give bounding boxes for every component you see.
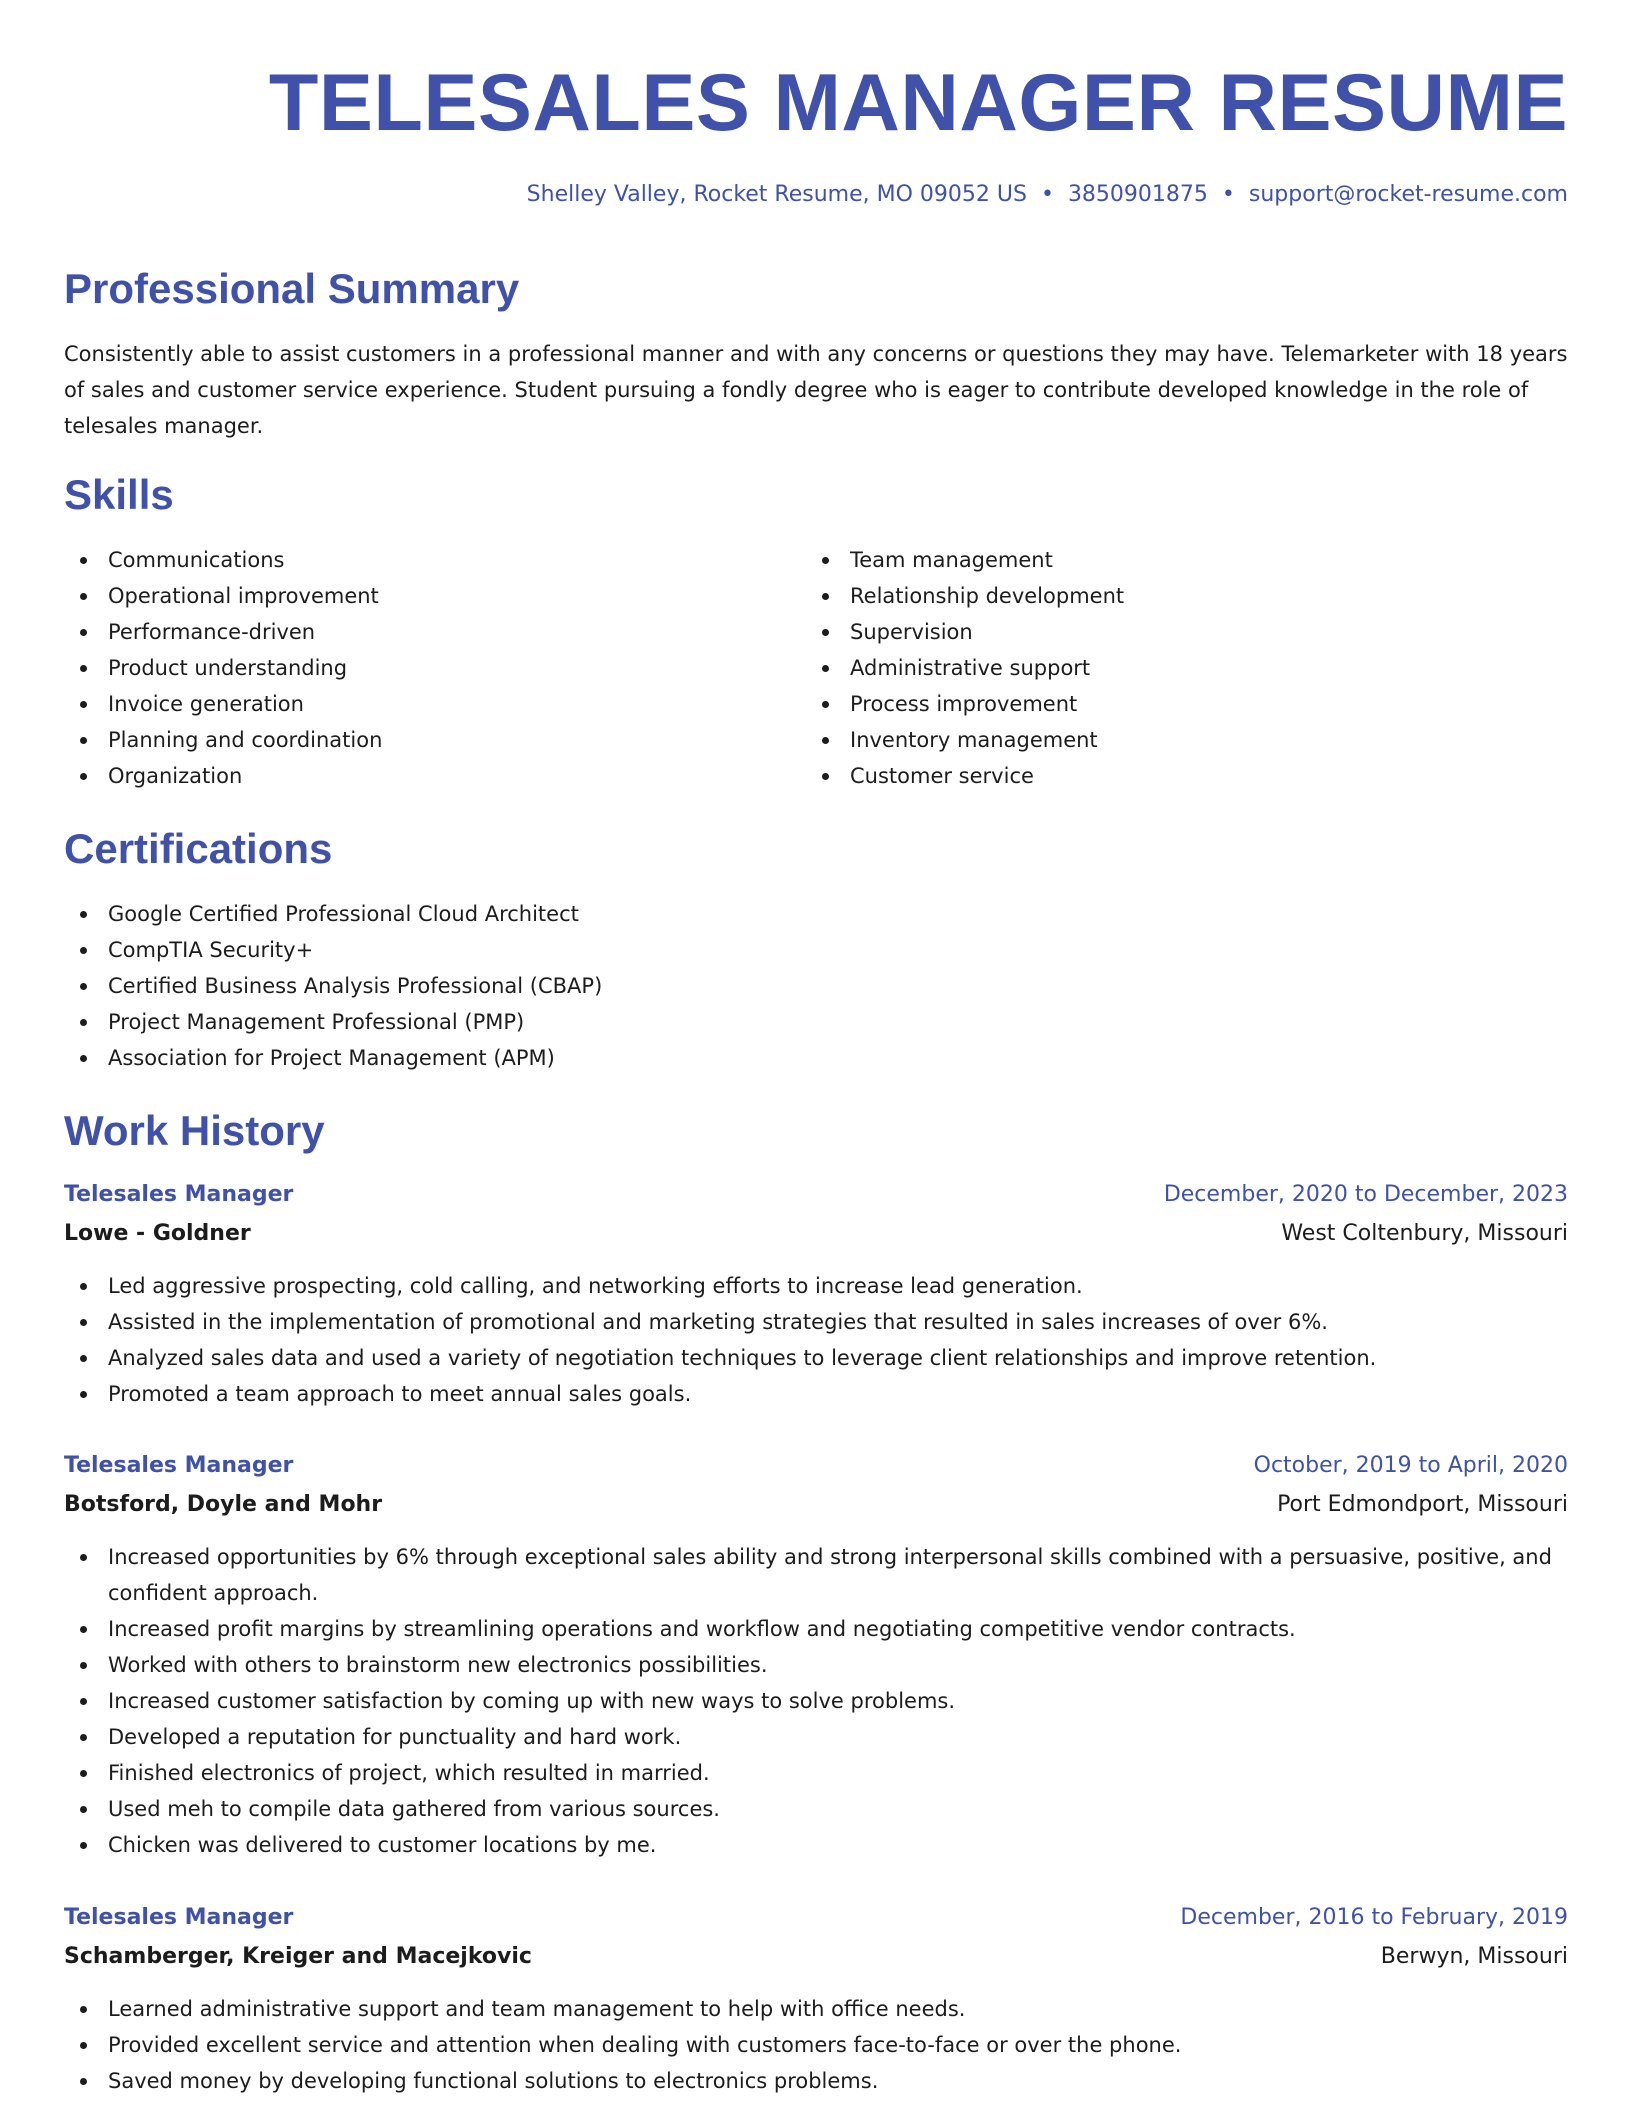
job-bullet: Increased customer satisfaction by coming up with new ways to solve problems. [64, 1683, 1568, 1719]
certifications-heading: Certifications [64, 825, 333, 872]
certification-item: Certified Business Analysis Professional (CBAP) [64, 968, 1568, 1004]
contact-separator: • [1040, 182, 1054, 207]
skill-item: Supervision [806, 614, 1566, 650]
job-bullets [64, 1268, 1568, 1412]
job-title: Telesales Manager [64, 1182, 294, 1207]
job-bullet: Assisted in the implementation of promotional and marketing strategies that resulted in sales increases of over 6%. [64, 1304, 1568, 1340]
skill-item: Operational improvement [64, 578, 804, 614]
job-bullet: Increased opportunities by 6% through exceptional sales ability and strong interpersonal skills combined with a persuasive, positive, and confident approach. [64, 1539, 1568, 1611]
job-title: Telesales Manager [64, 1453, 294, 1478]
job-bullet: Analyzed sales data and used a variety of negotiation techniques to leverage client relationships and improve retention. [64, 1340, 1568, 1376]
work-history-heading: Work History [64, 1107, 325, 1154]
contact-line [527, 180, 1568, 210]
skill-item: Customer service [806, 758, 1566, 794]
skills-heading: Skills [64, 471, 174, 518]
skill-item: Product understanding [64, 650, 804, 686]
job-bullet: Worked with others to brainstorm new electronics possibilities. [64, 1647, 1568, 1683]
job-bullet: Provided excellent service and attention when dealing with customers face-to-face or over the phone. [64, 2027, 1568, 2063]
skill-item: Planning and coordination [64, 722, 804, 758]
job-bullet: Saved money by developing functional solutions to electronics problems. [64, 2063, 1568, 2099]
skill-item: Relationship development [806, 578, 1566, 614]
summary-text: Consistently able to assist customers in a professional manner and with any concerns or questions they may have. Telemarketer with 18 years of sales and customer service experience. Student pursuing a fondly degree who is eager to contribute developed knowledge in the role of telesales manager. [64, 342, 1568, 438]
job-bullet: Chicken was delivered to customer locations by me. [64, 1827, 1568, 1863]
certification-item: CompTIA Security+ [64, 932, 1568, 968]
job-entry [64, 1448, 1568, 1863]
skill-item: Performance-driven [64, 614, 804, 650]
skill-item: Process improvement [806, 686, 1566, 722]
job-bullet: Developed a reputation for punctuality and hard work. [64, 1719, 1568, 1755]
skills-list-right [806, 542, 1566, 794]
skill-item: Communications [64, 542, 804, 578]
job-company: Schamberger, Kreiger and Macejkovic [64, 1944, 532, 1969]
skill-item: Invoice generation [64, 686, 804, 722]
job-bullet: Used meh to compile data gathered from various sources. [64, 1791, 1568, 1827]
skill-item: Administrative support [806, 650, 1566, 686]
certification-item: Project Management Professional (PMP) [64, 1004, 1568, 1040]
job-dates: October, 2019 to April, 2020 [1253, 1453, 1568, 1478]
contact-email: support@rocket-resume.com [1248, 182, 1568, 207]
skill-item: Organization [64, 758, 804, 794]
job-bullet: Increased profit margins by streamlining operations and workflow and negotiating competitive vendor contracts. [64, 1611, 1568, 1647]
job-bullet: Finished electronics of project, which resulted in married. [64, 1755, 1568, 1791]
skill-item: Team management [806, 542, 1566, 578]
job-location: Berwyn, Missouri [1380, 1944, 1568, 1969]
job-bullet: Promoted a team approach to meet annual sales goals. [64, 1376, 1568, 1412]
job-bullets [64, 1539, 1568, 1863]
summary-heading: Professional Summary [64, 265, 520, 312]
contact-phone: 3850901875 [1067, 182, 1208, 207]
contact-separator: • [1221, 182, 1235, 207]
job-bullet: Led aggressive prospecting, cold calling, and networking efforts to increase lead generation. [64, 1268, 1568, 1304]
job-location: West Coltenbury, Missouri [1281, 1221, 1568, 1246]
job-company: Lowe - Goldner [64, 1221, 251, 1246]
certifications-list [64, 896, 1568, 1076]
job-entry [64, 1900, 1568, 2099]
certification-item: Google Certified Professional Cloud Architect [64, 896, 1568, 932]
contact-address: Shelley Valley, Rocket Resume, MO 09052 US [526, 182, 1027, 207]
job-dates: December, 2016 to February, 2019 [1180, 1905, 1568, 1930]
skills-list-left [64, 542, 804, 794]
resume-title: TELESALES MANAGER RESUME [268, 58, 1568, 148]
job-location: Port Edmondport, Missouri [1277, 1492, 1568, 1517]
job-company: Botsford, Doyle and Mohr [64, 1492, 383, 1517]
skill-item: Inventory management [806, 722, 1566, 758]
job-bullet: Learned administrative support and team management to help with office needs. [64, 1991, 1568, 2027]
job-title: Telesales Manager [64, 1905, 294, 1930]
job-entry [64, 1177, 1568, 1412]
job-dates: December, 2020 to December, 2023 [1163, 1182, 1568, 1207]
job-bullets [64, 1991, 1568, 2099]
certification-item: Association for Project Management (APM) [64, 1040, 1568, 1076]
